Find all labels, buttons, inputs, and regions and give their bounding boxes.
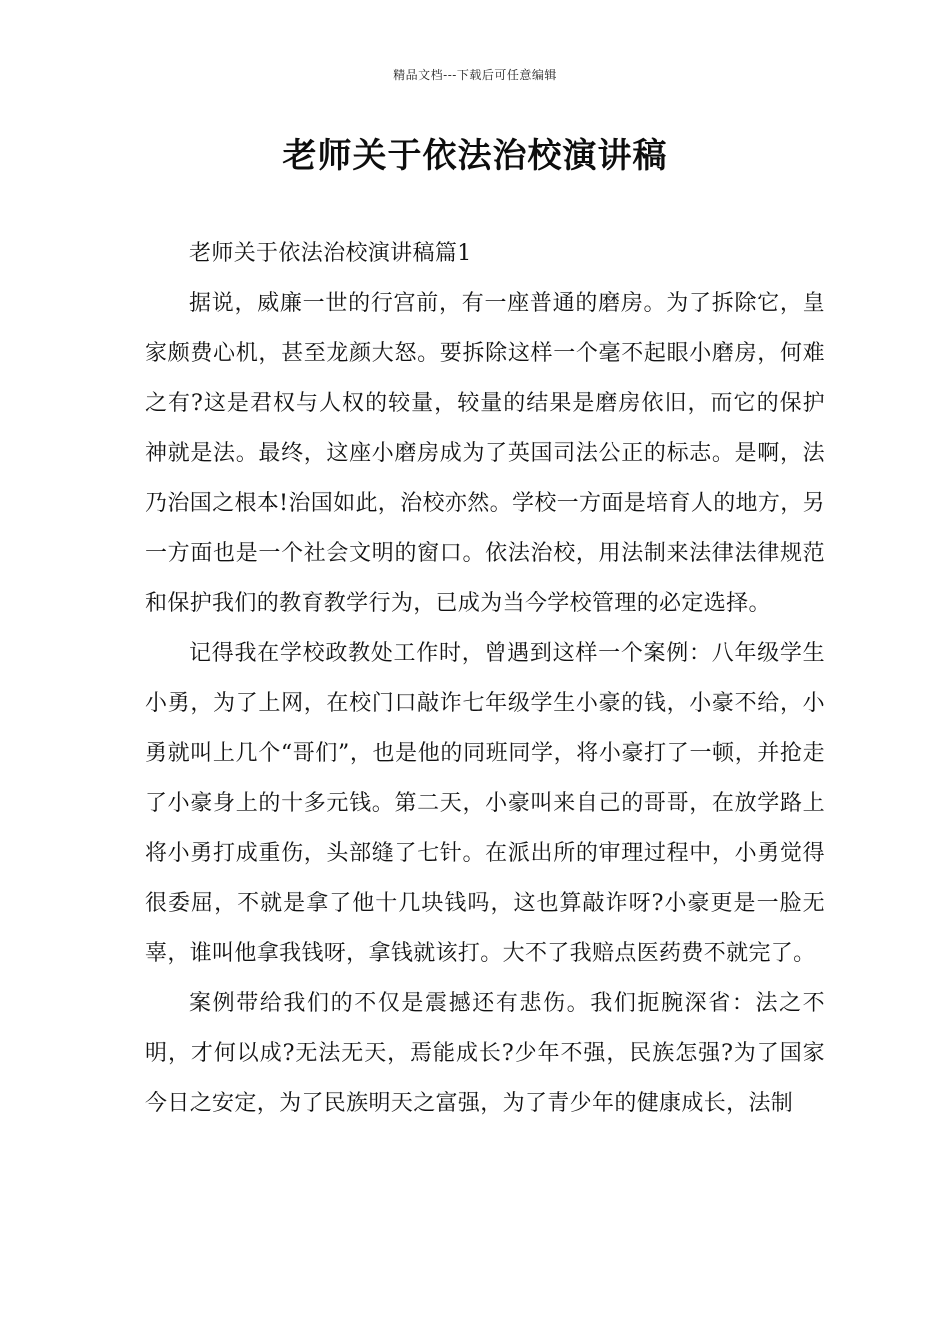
document-body	[145, 229, 825, 1129]
document-title: 老师关于依法治校演讲稿	[282, 136, 668, 176]
header-note: 精品文档---下载后可任意编辑	[393, 68, 557, 82]
paragraph: 案例带给我们的不仅是震撼还有悲伤。我们扼腕深省：法之不明，才何以成?无法无天，焉能成长?少年不强，民族怎强?为了国家今日之安定，为了民族明天之富强，为了青少年的健康成长，法制	[145, 991, 825, 1116]
paragraph: 记得我在学校政教处工作时，曾遇到这样一个案例：八年级学生小勇，为了上网，在校门口敲诈七年级学生小豪的钱，小豪不给，小勇就叫上几个“哥们”，也是他的同班同学，将小豪打了一顿，并抢走了小豪身上的十多元钱。第二天，小豪叫来自己的哥哥，在放学路上将小勇打成重伤，头部缝了七针。在派出所的审理过程中，小勇觉得很委屈，不就是拿了他十几块钱吗，这也算敲诈呀?小豪更是一脸无辜，谁叫他拿我钱呀，拿钱就该打。大不了我赔点医药费不就完了。	[145, 641, 825, 966]
paragraph: 据说，威廉一世的行宫前，有一座普通的磨房。为了拆除它，皇家颇费心机，甚至龙颜大怒。要拆除这样一个毫不起眼小磨房，何难之有?这是君权与人权的较量，较量的结果是磨房依旧，而它的保护神就是法。最终，这座小磨房成为了英国司法公正的标志。是啊，法乃治国之根本!治国如此，治校亦然。学校一方面是培育人的地方，另一方面也是一个社会文明的窗口。依法治校，用法制来法律法律规范和保护我们的教育教学行为，已成为当今学校管理的必定选择。	[145, 291, 825, 616]
section-heading: 老师关于依法治校演讲稿篇1	[189, 241, 472, 266]
